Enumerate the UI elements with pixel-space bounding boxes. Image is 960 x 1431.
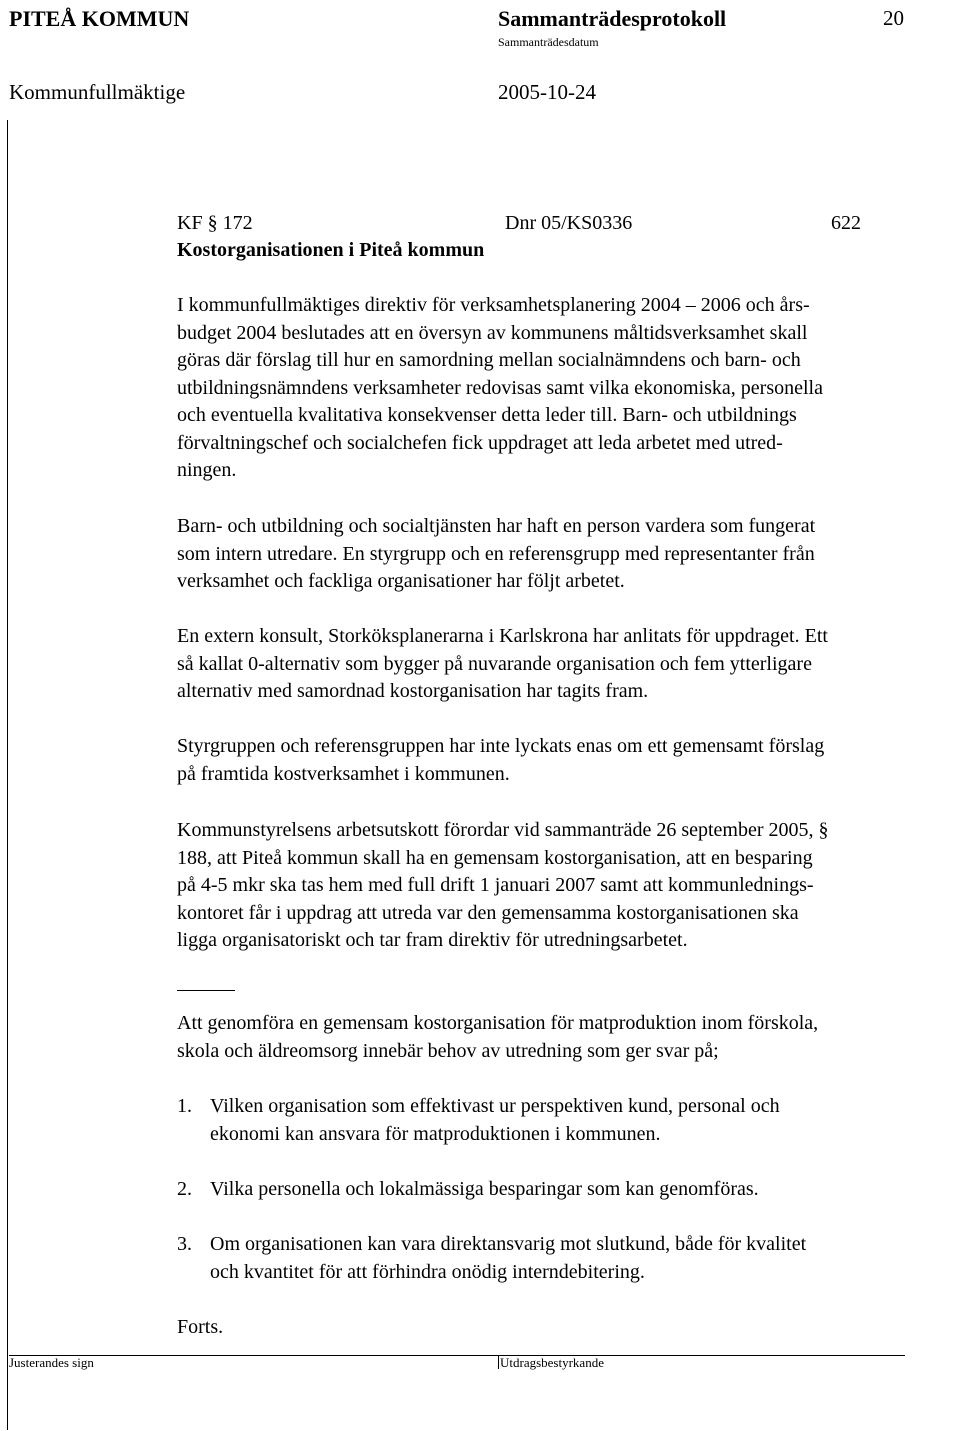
meeting-body: Kommunfullmäktige <box>9 80 186 104</box>
page-number: 20 <box>883 6 904 30</box>
utdragsbestyrkande-label: Utdragsbestyrkande <box>500 1355 604 1370</box>
doc-type: Sammanträdesprotokoll <box>498 6 727 31</box>
paragraph-4: Styrgruppen och referensgruppen har inte lyckats enas om ett gemensamt förslag på framtida kostverksamhet i kommunen. <box>177 735 825 785</box>
separator-line <box>177 990 235 991</box>
list-item: 3. Om organisationen kan vara direktansvarig mot slutkund, både för kvalitet och kvantitet för att förhindra onödig interndebitering. <box>177 1233 807 1283</box>
meeting-date: 2005-10-24 <box>498 80 596 104</box>
footer-line <box>9 1355 905 1356</box>
list-item: 1. Vilken organisation som effektivast ur perspektiven kund, personal och ekonomi kan ansvara för matproduktionen i kommunen. <box>177 1095 780 1145</box>
sign-box-divider <box>498 1355 499 1369</box>
paragraph-5: Kommunstyrelsens arbetsutskott förordar vid sammanträde 26 september 2005, § 188, att Piteå kommun skall ha en gemensam kostorganisation, att en besparing på 4-5 mkr ska tas hem med full drift 1 januari 2007 samt att kommunlednings- kontoret får i uppdrag att utreda var den gemensamma kostorganisationen ska ligga organisatoriskt och tar fram direktiv för utredningsarbetet. <box>177 819 829 951</box>
item-kf: KF § 172 <box>177 212 253 234</box>
item-ref: 622 <box>831 212 861 234</box>
paragraph-3: En extern konsult, Storköksplanerarna i Karlskrona har anlitats för uppdraget. Ett så kallat 0-alternativ som bygger på nuvarande organisation och fem ytterligare alternativ med samordnad kostorganisation har tagits fram. <box>177 625 828 702</box>
continued-note: Forts. <box>177 1316 224 1338</box>
sign-box-divider <box>7 1355 8 1369</box>
paragraph-6: Att genomföra en gemensam kostorganisation för matproduktion inom förskola, skola och äldreomsorg innebär behov av utredning som ger svar på; <box>177 1012 819 1062</box>
paragraph-1: I kommunfullmäktiges direktiv för verksamhetsplanering 2004 – 2006 och års- budget 2004 beslutades att en översyn av kommunens måltidsverksamhet skall göras där förslag till hur en samordning mellan socialnämndens och barn- och utbildningsnämndens verksamheter redovisas samt vilka ekonomiska, personella och eventuella kvalitativa konsekvenser detta leder till. Barn- och utbildnings förvaltningschef och socialchefen fick uppdraget att leda arbetet med utred- ningen. <box>177 294 823 481</box>
date-label: Sammanträdesdatum <box>498 35 599 49</box>
item-title: Kostorganisationen i Piteå kommun <box>177 239 485 261</box>
paragraph-2: Barn- och utbildning och socialtjänsten har haft en person vardera som fungerat som intern utredare. En styrgrupp och en referensgrupp med representanter från verksamhet och fackliga organisationer har följt arbetet. <box>177 515 816 592</box>
list-item: 2. Vilka personella och lokalmässiga besparingar som kan genomföras. <box>177 1178 759 1200</box>
margin-line <box>7 120 8 1430</box>
justerandes-sign-label: Justerandes sign <box>9 1355 94 1370</box>
org-name: PITEÅ KOMMUN <box>9 6 190 31</box>
item-dnr: Dnr 05/KS0336 <box>505 212 633 234</box>
